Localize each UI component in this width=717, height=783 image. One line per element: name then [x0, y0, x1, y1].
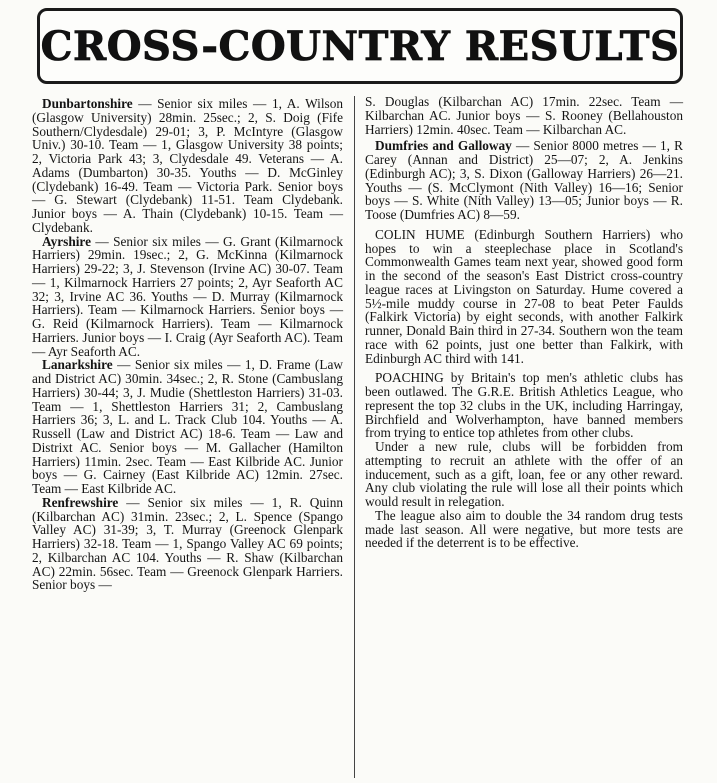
- region-results: — Senior six miles — 1, R. Quinn (Kilbarchan AC) 31min. 23sec.; 2, L. Spence (Spango Valley AC) 31-39; 3, T. Murray (Greenock Glenpark Harriers) 32-18. Team — 1, Spango Valley AC 69 points; 2, Kilbarchan AC 104. Youths — R. Shaw (Kilbarchan AC) 22min. 56sec. Team — Greenock Glenpark Harriers. Senior boys —: [32, 494, 343, 593]
- story-colin-hume: COLIN HUME (Edinburgh Southern Harriers) who hopes to win a steeplechase place in Scotland's Commonwealth Games team next year, showed good form in the second of the season's East District cross-country league races at Livingston on Saturday. Hume covered a 5½-mile muddy course in 27-08 to beat Peter Faulds (Falkirk Victoria) by eight seconds, with another Falkirk runner, Donald Bain third in 27-34. Southern won the team race with 62 points, just one better than Falkirk, with Edinburgh AC third with 141.: [365, 226, 683, 366]
- results-dumfries-galloway: [365, 139, 683, 222]
- region-results: — Senior 8000 metres — 1, R Carey (Annan and District) 25—07; 2, A. Jenkins (Edinburgh AC); 3, S. Dixon (Galloway Harriers) 26—21. Youths — (S. McClymont (Nith Valley) 16—16; Senior boys — S. White (Nith Valley) 13—05; Junior boys — R. Toose (Dumfries AC) 8—59.: [365, 138, 683, 222]
- results-column-right: [365, 95, 683, 550]
- column-divider: [354, 96, 355, 778]
- results-renfrewshire: [32, 496, 343, 592]
- region-name: Dumfries and Galloway: [375, 138, 512, 154]
- region-name: Renfrewshire: [42, 494, 119, 510]
- results-lanarkshire: [32, 358, 343, 496]
- headline-box: [37, 8, 683, 84]
- results-column-left: [32, 97, 343, 592]
- region-name: Lanarkshire: [42, 357, 113, 373]
- region-results: — Senior six miles — 1, A. Wilson (Glasgow University) 28min. 25sec.; 2, S. Doig (Fife Southern/Clydesdale) 29-01; 3, P. McIntyre (Glasgow Univ.) 30-10. Team — 1, Glasgow University 38 points; 2, Victoria Park 43; 3, Clydesdale 49. Veterans — A. Adams (Dumbarton) 30-35. Youths — D. McGinley (Clydebank) 16-49. Team — Victoria Park. Senior boys — G. Stewart (Clydebank) 11-51. Team Clydebank. Junior boys — A. Thain (Clydebank) 10-15. Team — Clydebank.: [32, 96, 343, 235]
- headline: CROSS-COUNTRY RESULTS: [40, 22, 680, 70]
- results-dunbartonshire: [32, 97, 343, 235]
- region-name: Dunbartonshire: [42, 96, 133, 111]
- story-poaching-drug-tests: The league also aim to double the 34 random drug tests made last season. All were negative, but more tests are needed if the deterrent is to be effective.: [365, 507, 683, 551]
- renfrewshire-continued: S. Douglas (Kilbarchan AC) 17min. 22sec. Team — Kilbarchan AC. Junior boys — S. Rooney (Bellahouston Harriers) 12min. 40sec. Team — Kilbarchan AC.: [365, 94, 683, 137]
- story-poaching-rule: Under a new rule, clubs will be forbidden from attempting to recruit an athlete with the offer of an inducement, such as a gift, loan, fee or any other reward. Any club violating the rule will lose all their points which would result in relegation.: [365, 439, 683, 509]
- results-ayrshire: [32, 235, 343, 359]
- story-poaching: POACHING by Britain's top men's athletic clubs has been outlawed. The G.R.E. British Athletics League, who represent the top 32 clubs in the UK, including Harringay, Birchfield and Wolverhampton, have banned members from trying to entice top athletes from other clubs.: [365, 370, 683, 441]
- region-results: — Senior six miles — 1, D. Frame (Law and District AC) 30min. 34sec.; 2, R. Stone (Cambuslang Harriers) 30-44; 3, J. Mudie (Shettleston Harriers) 31-03. Team — 1, Shettleston Harriers 31; 2, Cambuslang Harriers 36; 3, L. and L. Track Club 104. Youths — A. Russell (Law and District AC) 18-6. Team — Law and Distrixt AC. Senior boys — M. Gallacher (Hamilton Harriers) 11min. 2sec. Team — East Kilbride AC. Junior boys — G. Cairney (East Kilbride AC) 12min. 27sec. Team — East Kilbride AC.: [32, 357, 343, 496]
- region-name: Ayrshire: [42, 233, 91, 249]
- region-results: — Senior six miles — G. Grant (Kilmarnock Harriers) 29min. 19sec.; 2, G. McKinna (Kilmarnock Harriers) 29-22; 3, J. Stevenson (Irvine AC) 30-07. Team — 1, Kilmarnock Harriers 27 points; 2, Ayr Seaforth AC 32; 3, Irvine AC 36. Youths — D. Murray (Kilmarnock Harriers). Team — Kilmarnock Harriers. Senior boys — G. Reid (Kilmarnock Harriers). Team — Kilmarnock Harriers. Junior boys — I. Craig (Ayr Seaforth AC). Team — Ayr Seaforth AC.: [32, 233, 343, 359]
